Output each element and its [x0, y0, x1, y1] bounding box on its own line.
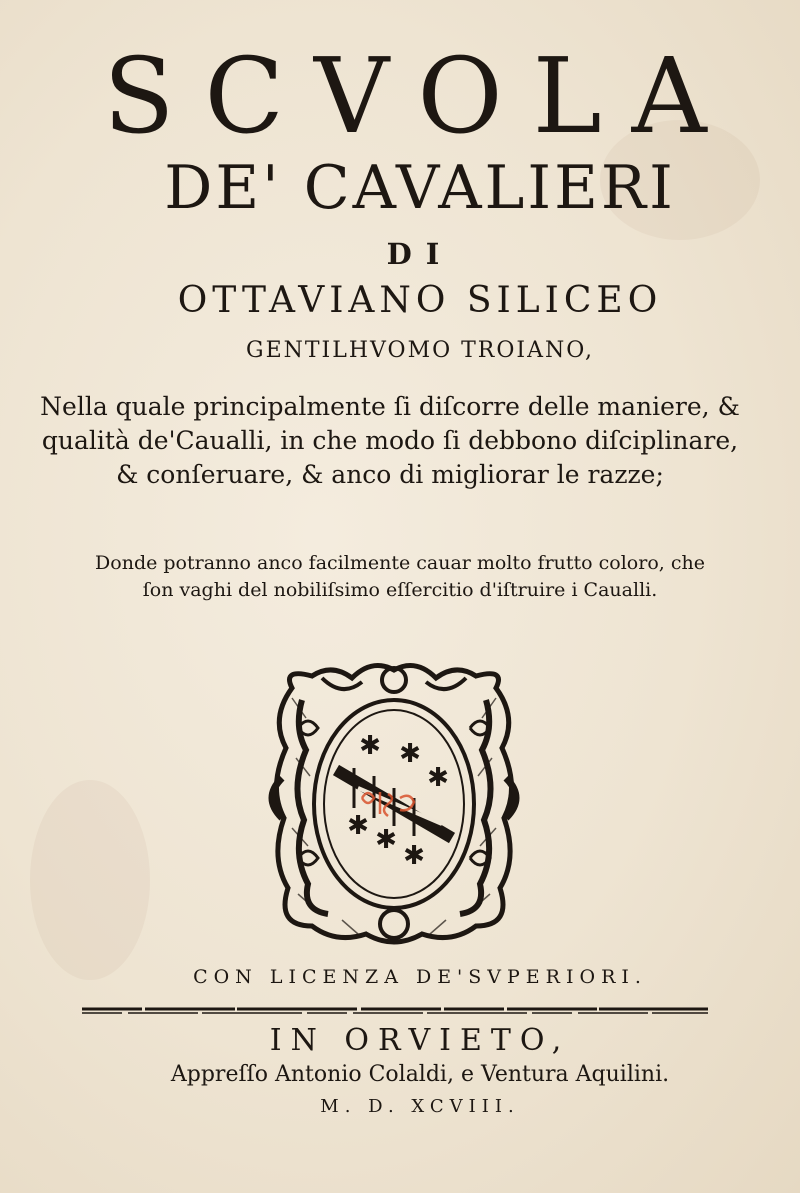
description-main: Nella quale principalmente ſi diſcorre delle maniere, & qualità de'Caualli, in che modo ſi debbono diſciplinare, & conſeruare, & anco di migliorar le razze; [40, 392, 740, 489]
svg-text:✱: ✱ [347, 811, 369, 841]
decorative-rule [82, 1006, 708, 1016]
svg-text:✱: ✱ [399, 739, 421, 769]
printers-line: Appreſſo Antonio Colaldi, e Ventura Aquilini. [170, 1062, 670, 1087]
author-title: GENTILHVOMO TROIANO, [246, 338, 594, 363]
paper-stain [30, 780, 150, 980]
author-name: OTTAVIANO SILICEO [177, 280, 663, 321]
publication-year: M. D. XCVIII. [320, 1096, 520, 1117]
title-line-1: SCVOLA [103, 35, 737, 157]
title-line-2: DE' CAVALIERI [164, 153, 676, 223]
title-line-3: DI [386, 237, 454, 271]
license-line: CON LICENZA DE'SVPERIORI. [193, 966, 647, 988]
svg-text:✱: ✱ [359, 731, 381, 761]
svg-text:✱: ✱ [375, 825, 397, 855]
svg-text:✱: ✱ [427, 763, 449, 793]
description-secondary: Donde potranno anco facilmente cauar molto frutto coloro, che ſon vaghi del nobiliſsimo eſſercitio d'iſtruire i Caualli. [95, 552, 705, 601]
svg-text:✱: ✱ [403, 841, 425, 871]
printers-device-emblem [262, 658, 526, 948]
place-of-printing: IN ORVIETO, [269, 1023, 571, 1058]
